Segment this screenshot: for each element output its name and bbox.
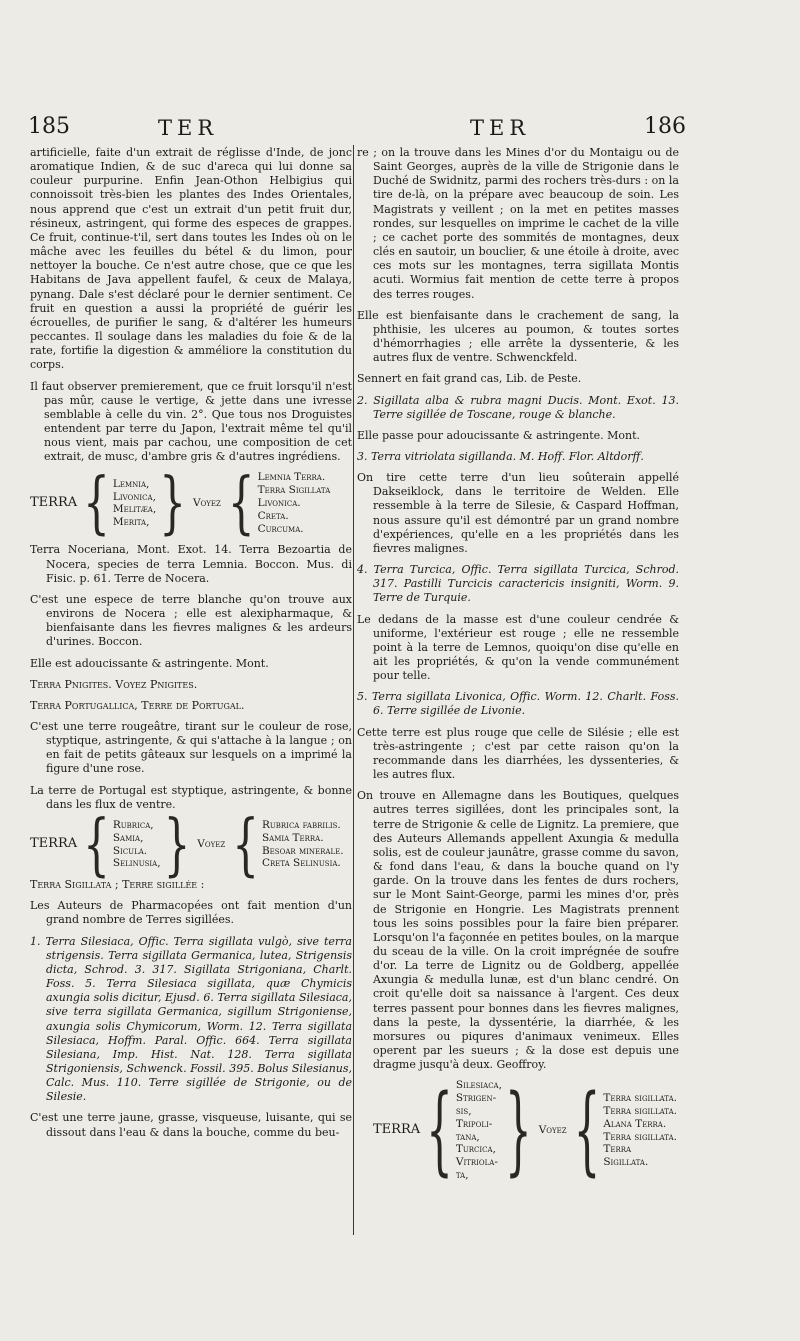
page-number-left: 185 bbox=[28, 114, 70, 139]
left-column bbox=[30, 146, 352, 1147]
paragraph: 5. Terra sigillata Livonica, Offic. Worm. 12. Charlt. Foss. 6. Terre sigillée de Livonie. bbox=[357, 690, 679, 718]
cross-target: Lemnia Terra. bbox=[257, 471, 326, 484]
voyez-label: Voyez bbox=[538, 1124, 567, 1137]
paragraph: Terra Sigillata ; Terre sigillée : bbox=[30, 878, 205, 892]
paragraph: Cette terre est plus rouge que celle de Silésie ; elle est très-astringente ; c'est par cette raison qu'on la recommande dans les diarrhées, les dyssenteries, & les autres flux. bbox=[357, 725, 679, 782]
running-head-left: TER bbox=[158, 116, 219, 140]
cross-head: TERRA bbox=[30, 836, 78, 852]
cross-item: Selinusia, bbox=[112, 857, 161, 870]
cross-target: Creta. bbox=[257, 509, 289, 522]
paragraph: 4. Terra Turcica, Offic. Terra sigillata Turcica, Schrod. 317. Pastilli Turcicis caractericis insigniti, Worm. 9. Terre de Turquie. bbox=[357, 563, 679, 605]
paragraph: re ; on la trouve dans les Mines d'or du Montaigu ou de Saint Georges, auprès de la ville de Strigonie dans le Duché de Swidnitz, parmi des rochers très-durs : on la tire de-là, on la prépare avec beaucoup de soin. Les Magistrats y veillent ; on la met en petites masses rondes, sur lesquelles on imprime le cachet de la ville ; ce cachet porte des sommités de montagnes, deux clés en sautoir, un bouclier, & une étoile à droite, avec ces mots sur les montagnes, terra sigillata Montis acuti. Wormius fait mention de cette terre à propos des terres rouges. bbox=[357, 146, 679, 301]
cross-target: Terra sigillata. bbox=[603, 1104, 677, 1117]
paragraph: Il faut observer premierement, que ce fruit lorsqu'il n'est pas mûr, cause le vertige, & jette dans une ivresse semblable à celle du vin. 2°. Que tous nos Droguistes entendent par terre du Japon, l'extrait même tel qu'il nous vient, mais par cachou, une composition de cet extrait, de musc, d'ambre gris & d'autres ingrédiens. bbox=[30, 379, 352, 464]
cross-item: Tripoli- bbox=[455, 1117, 493, 1130]
paragraph: Elle passe pour adoucissante & astringente. Mont. bbox=[357, 428, 641, 442]
paragraph: C'est une terre jaune, grasse, visqueuse, luisante, qui se dissout dans l'eau & dans la bouche, comme du beu- bbox=[30, 1111, 352, 1139]
cross-item: tana, bbox=[455, 1130, 480, 1143]
brace-icon: { bbox=[573, 1073, 601, 1186]
paragraph: 1. Terra Silesiaca, Offic. Terra sigillata vulgò, sive terra strigensis. Terra sigillata Germanica, lutea, Strigensis dicta, Schrod. 3. 317. Sigillata Strigoniana, Charlt. Foss. 5. Terra Silesiaca sigillata, quæ Chymicis axungia solis dicitur, Ejusd. 6. Terra sigillata Silesiaca, sive terra sigillata Germanica, sigillum Strigoniense, axungia solis Chymicorum, Worm. 12. Terra sigillata Silesiaca, Hoffm. Paral. Offic. 664. Terra sigillata Silesiana, Imp. Hist. Nat. 128. Terra sigillata Strigoniensis, Schwenck. Fossil. 395. Bolus Silesianus, Calc. Mus. 110. Terre sigillée de Strigonie, ou de Silesie. bbox=[30, 934, 352, 1104]
page-number-right: 186 bbox=[644, 114, 686, 139]
cross-target: Creta Selinusia. bbox=[261, 857, 341, 870]
paragraph: Sennert en fait grand cas, Lib. de Peste. bbox=[357, 372, 582, 386]
cross-target: Rubrica fabrilis. bbox=[261, 818, 341, 831]
right-column bbox=[357, 146, 679, 1190]
cross-head: TERRA bbox=[30, 495, 78, 511]
cross-target: Livonica. bbox=[257, 497, 301, 510]
brace-icon: { bbox=[227, 463, 255, 542]
paragraph: On tire cette terre d'un lieu soûterain appellé Dakseiklock, dans le territoire de Welden. Elle ressemble à la terre de Silesie, & Caspard Hoffman, nous assure qu'il est démontré par un grand nombre d'expériences, qu'elle en a les propriétés dans les fievres malignes. bbox=[357, 471, 679, 555]
paragraph: Les Auteurs de Pharmacopées ont fait mention d'un grand nombre de Terres sigillées. bbox=[30, 899, 352, 927]
cross-target: Alana Terra. bbox=[603, 1117, 667, 1130]
cross-target: Besoar minerale. bbox=[261, 844, 344, 857]
cross-item: Strigen- bbox=[455, 1092, 497, 1105]
brace-icon: } bbox=[504, 1073, 532, 1186]
cross-head: TERRA bbox=[373, 1122, 421, 1138]
cross-reference-block bbox=[30, 463, 352, 542]
paragraph: 3. Terra vitriolata sigillanda. M. Hoff. Flor. Altdorff. bbox=[357, 449, 644, 463]
voyez-label: Voyez bbox=[197, 838, 226, 851]
voyez-label: Voyez bbox=[192, 497, 221, 510]
paragraph: Terra Pnigites. Voyez Pnigites. bbox=[30, 677, 198, 691]
running-head-right: TER bbox=[470, 116, 531, 140]
cross-item: Vitriola- bbox=[455, 1156, 498, 1169]
cross-reference-block bbox=[30, 804, 352, 883]
paragraph: 2. Sigillata alba & rubra magni Ducis. Mont. Exot. 13. Terre sigillée de Toscane, rouge & blanche. bbox=[357, 393, 679, 421]
cross-target: Terra sigillata. bbox=[603, 1092, 677, 1105]
brace-icon: { bbox=[232, 804, 259, 883]
brace-icon: { bbox=[426, 1073, 453, 1186]
column-rule bbox=[353, 145, 354, 1235]
cross-target: Curcuma. bbox=[257, 522, 304, 535]
paragraph: artificielle, faite d'un extrait de réglisse d'Inde, de jonc aromatique Indien, & de suc d'areca qui lui donne sa couleur purpurine. Enfin Jean-Othon Helbigius qui connoissoit très-bien les plantes des Indes Orientales, nous apprend que c'est un extrait d'un petit fruit dur, résineux, astringent, qui forme des especes de grappes. Ce fruit, continue-t'il, sert dans toutes les Indes où on le mâche avec les feuilles du bétel & du limon, pour nettoyer la bouche. Ce n'est autre chose, que ce que les Habitans de Java appellent faufel, & ceux de Malaya, pynang. Dale s'est déclaré pour le dernier sentiment. Ce fruit en question a aussi la propriété de guérir les écrouelles, de purifier le sang, & d'altérer les humeurs peccantes. Il soulage dans les maladies du foie & de la rate, fortifie la digestion & amméliore la constitution du corps. bbox=[30, 146, 352, 372]
cross-item: ta, bbox=[455, 1168, 469, 1181]
cross-item: Livonica, bbox=[112, 490, 156, 503]
brace-icon: } bbox=[159, 463, 186, 542]
cross-item: Lemnia, bbox=[112, 477, 150, 490]
paragraph: On trouve en Allemagne dans les Boutiques, quelques autres terres sigillées, dont les principales sont, la terre de Strigonie & celle de Lignitz. La premiere, que des Auteurs Allemands appellent Axungia & medulla solis, est de couleur jaunâtre, grasse comme du savon, & fond dans l'eau, & dans la bouche quand on l'y garde. On la trouve dans les fentes de durs rochers, sur le Mont Saint-George, parmi les mines d'or, près de Strigonie en Hongrie. Les Magistrats prennent tous les soins possibles pour la faire bien préparer. Lorsqu'on l'a façonnée en petites boules, on la marque du sceau de la ville. On la croit imprégnée de soufre d'or. La terre de Lignitz ou de Goldberg, appellée Axungia & medulla lunæ, est d'un blanc cendré. On croit qu'elle doit sa naissance à l'argent. Ces deux terres passent pour bonnes dans les fievres malignes, dans la peste, la dyssentérie, la diarrhée, & les morsures ou piqures d'animaux venimeux. Elles operent par les sueurs ; & la dose est depuis une dragme jusqu'à deux. Geoffroy. bbox=[357, 789, 679, 1072]
paragraph: Terra Portugallica, Terre de Portugal. bbox=[30, 698, 245, 712]
cross-item: Sicula. bbox=[112, 844, 148, 857]
cross-target: Samia Terra. bbox=[261, 831, 324, 844]
paragraph: La terre de Portugal est styptique, astringente, & bonne dans les flux de ventre. bbox=[30, 783, 352, 811]
cross-item: Merita, bbox=[112, 516, 150, 529]
paragraph: Le dedans de la masse est d'une couleur cendrée & uniforme, l'extérieur est rouge ; elle ne ressemble point à la terre de Lemnos, quoiqu'on dise qu'elle en ait les propriétés, & qu'on la vende communément pour telle. bbox=[357, 612, 679, 683]
paragraph: C'est une espece de terre blanche qu'on trouve aux environs de Nocera ; elle est alexipharmaque, & bienfaisante dans les fievres malignes & les ardeurs d'urines. Boccon. bbox=[30, 592, 352, 649]
paragraph: Elle est adoucissante & astringente. Mont. bbox=[30, 656, 269, 670]
brace-icon: { bbox=[83, 463, 110, 542]
brace-icon: } bbox=[163, 804, 191, 883]
cross-item: Rubrica, bbox=[112, 818, 154, 831]
brace-icon: { bbox=[83, 804, 110, 883]
cross-item: Silesiaca, bbox=[455, 1079, 502, 1092]
cross-item: sis, bbox=[455, 1104, 472, 1117]
paragraph: Elle est bienfaisante dans le crachement de sang, la phthisie, les ulceres au poumon, & toutes sortes d'hémorrhagies ; elle arrête la dyssenterie, & les autres flux de ventre. Schwenckfeld. bbox=[357, 308, 679, 365]
paragraph: C'est une terre rougeâtre, tirant sur le couleur de rose, styptique, astringente, & qui s'attache à la langue ; on en fait de petits gâteaux sur lesquels on a imprimé la figure d'une rose. bbox=[30, 719, 352, 776]
cross-reference-block bbox=[373, 1073, 679, 1186]
cross-item: Samia, bbox=[112, 831, 144, 844]
paragraph: Terra Nocerіana, Mont. Exot. 14. Terra Bezoartia de Nocera, species de terra Lemnia. Boccon. Mus. di Fisic. p. 61. Terre de Nocera. bbox=[30, 543, 352, 585]
cross-item: Melitæa, bbox=[112, 503, 157, 516]
cross-item: Turcica, bbox=[455, 1143, 496, 1156]
cross-target: Terra Sigillata bbox=[257, 484, 331, 497]
cross-target: Terra sigillata. bbox=[603, 1130, 677, 1143]
cross-target: Terra Sigillata. bbox=[603, 1143, 649, 1169]
